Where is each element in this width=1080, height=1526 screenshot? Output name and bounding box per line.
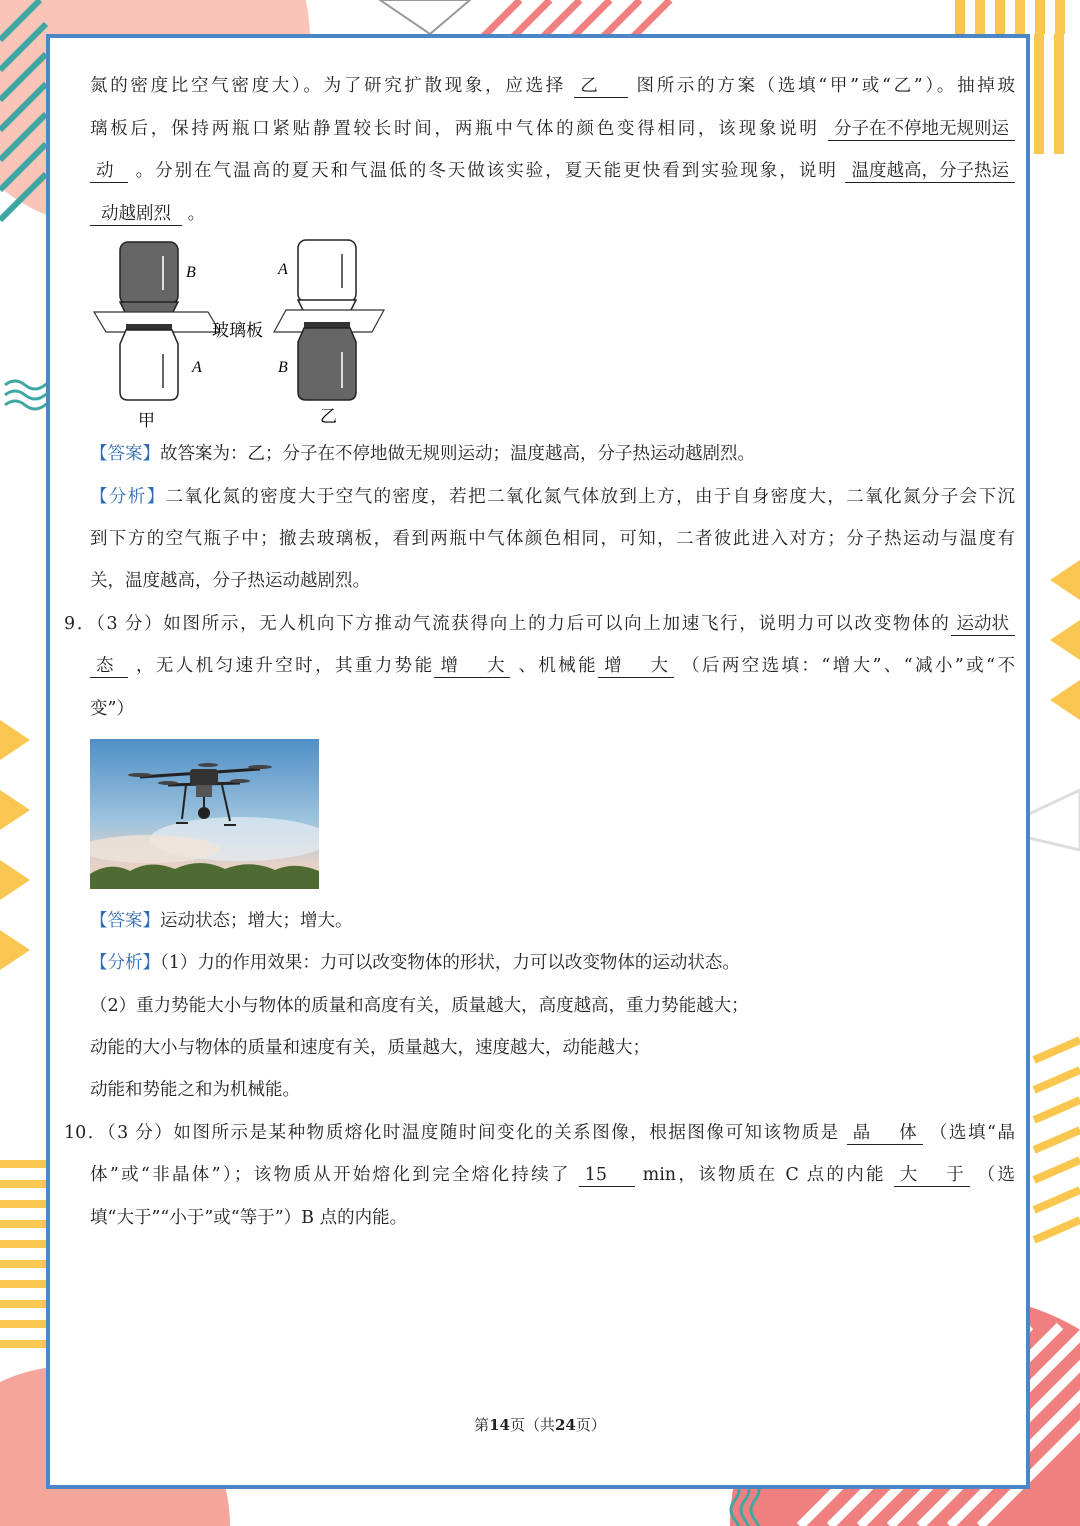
bottle-left-top — [120, 242, 178, 314]
q9-answer: 【答案】运动状态；增大；增大。 — [90, 911, 353, 931]
q9-blank-a-cont: 态 — [90, 655, 128, 678]
q10-line-1: 10．（3 分）如图所示是某种物质熔化时温度随时间变化的关系图像，根据图像可知该物质是 晶体 （选填“晶 — [64, 1123, 1015, 1143]
q9-blank-c: 增大 — [598, 655, 674, 678]
label-left-bottom: A — [192, 359, 202, 376]
q8-line-1: 氮的密度比空气密度大）。为了研究扩散现象，应选择 乙 图所示的方案（选填“甲”或“乙”）。抽掉玻 — [90, 76, 1015, 96]
bottle-right-bottom — [298, 328, 356, 400]
q8-blank-choice: 乙 — [574, 75, 628, 98]
q9-analysis-3: 动能的大小与物体的质量和速度有关，质量越大，速度越大，动能越大； — [90, 1038, 650, 1058]
q9-blank-b: 增大 — [434, 655, 510, 678]
q9-analysis-4: 动能和势能之和为机械能。 — [90, 1080, 300, 1100]
page-footer: 第14页（共24页） — [474, 1416, 606, 1434]
answer-tag: 【答案】 — [90, 911, 160, 931]
q8-line-3: 动 。分别在气温高的夏天和气温低的冬天做该实验，夏天能更快看到实验现象，说明 温度越高，分子热运 — [90, 159, 1015, 183]
q8-answer: 【答案】故答案为：乙；分子在不停地做无规则运动；温度越高，分子热运动越剧烈。 — [90, 444, 755, 464]
bottle-left-bottom — [120, 330, 178, 400]
q8-line-4: 动越剧烈 。 — [90, 202, 1015, 226]
label-right-bottom: B — [278, 359, 288, 376]
q9-line-1: 9．（3 分）如图所示，无人机向下方推动气流获得向上的力后可以向上加速飞行，说明力可以改变物体的 运动状 — [64, 612, 1015, 636]
q10-line-2: 体”或“非晶体”）；该物质从开始熔化到完全熔化持续了 15 min，该物质在 C 点的内能 大于 （选 — [90, 1165, 1015, 1185]
q8-analysis-2: 到下方的空气瓶子中；撤去玻璃板，看到两瓶中气体颜色相同，可知，二者彼此进入对方；分子热运动与温度有 — [90, 529, 1015, 549]
q10-blank-a: 晶体 — [847, 1122, 923, 1145]
answer-tag: 【答案】 — [90, 444, 160, 464]
q8-blank-temp-cont: 动越剧烈 — [90, 203, 182, 226]
analysis-tag: 【分析】 — [90, 487, 166, 507]
plate-label: 玻璃板 — [212, 321, 263, 341]
page-total: 24 — [555, 1416, 576, 1434]
q8-analysis-1: 【分析】二氧化氮的密度大于空气的密度，若把二氧化氮气体放到上方，由于自身密度大，二氧化氮分子会下沉 — [90, 487, 1015, 507]
q8-blank-temp: 温度越高，分子热运 — [845, 160, 1015, 183]
q9-blank-a: 运动状 — [951, 613, 1016, 636]
q8-line-2: 璃板后，保持两瓶口紧贴静置较长时间，两瓶中气体的颜色变得相同，该现象说明 分子在不停地无规则运 — [90, 117, 1015, 141]
bottle-right-top — [298, 240, 356, 312]
analysis-tag: 【分析】 — [90, 953, 160, 973]
page-number: 14 — [489, 1416, 510, 1434]
label-right-top: A — [278, 261, 288, 278]
q9-analysis-2: （2）重力势能大小与物体的质量和高度有关，质量越大，高度越高，重力势能越大； — [90, 996, 749, 1016]
caption-right: 乙 — [320, 407, 337, 427]
q9-line-3: 变”） — [90, 699, 134, 719]
q8-blank-reason: 分子在不停地无规则运 — [828, 118, 1015, 141]
q10-blank-c: 大于 — [894, 1164, 970, 1187]
q10-blank-b: 15 — [579, 1164, 635, 1187]
q10-line-3: 填“大于”“小于”或“等于”）B 点的内能。 — [90, 1208, 408, 1228]
q9-line-2: 态 ，无人机匀速升空时，其重力势能 增大 、机械能 增大 （后两空选填：“增大”、“减小”或“不 — [90, 654, 1015, 678]
drone-photo — [90, 739, 319, 889]
q8-blank-reason-cont: 动 — [90, 160, 128, 183]
q9-analysis-1: 【分析】（1）力的作用效果：力可以改变物体的形状，力可以改变物体的运动状态。 — [90, 953, 740, 973]
caption-left: 甲 — [138, 411, 155, 431]
q8-analysis-3: 关，温度越高，分子热运动越剧烈。 — [90, 571, 370, 591]
diffusion-bottles-figure — [88, 232, 388, 432]
label-left-top: B — [186, 264, 196, 281]
